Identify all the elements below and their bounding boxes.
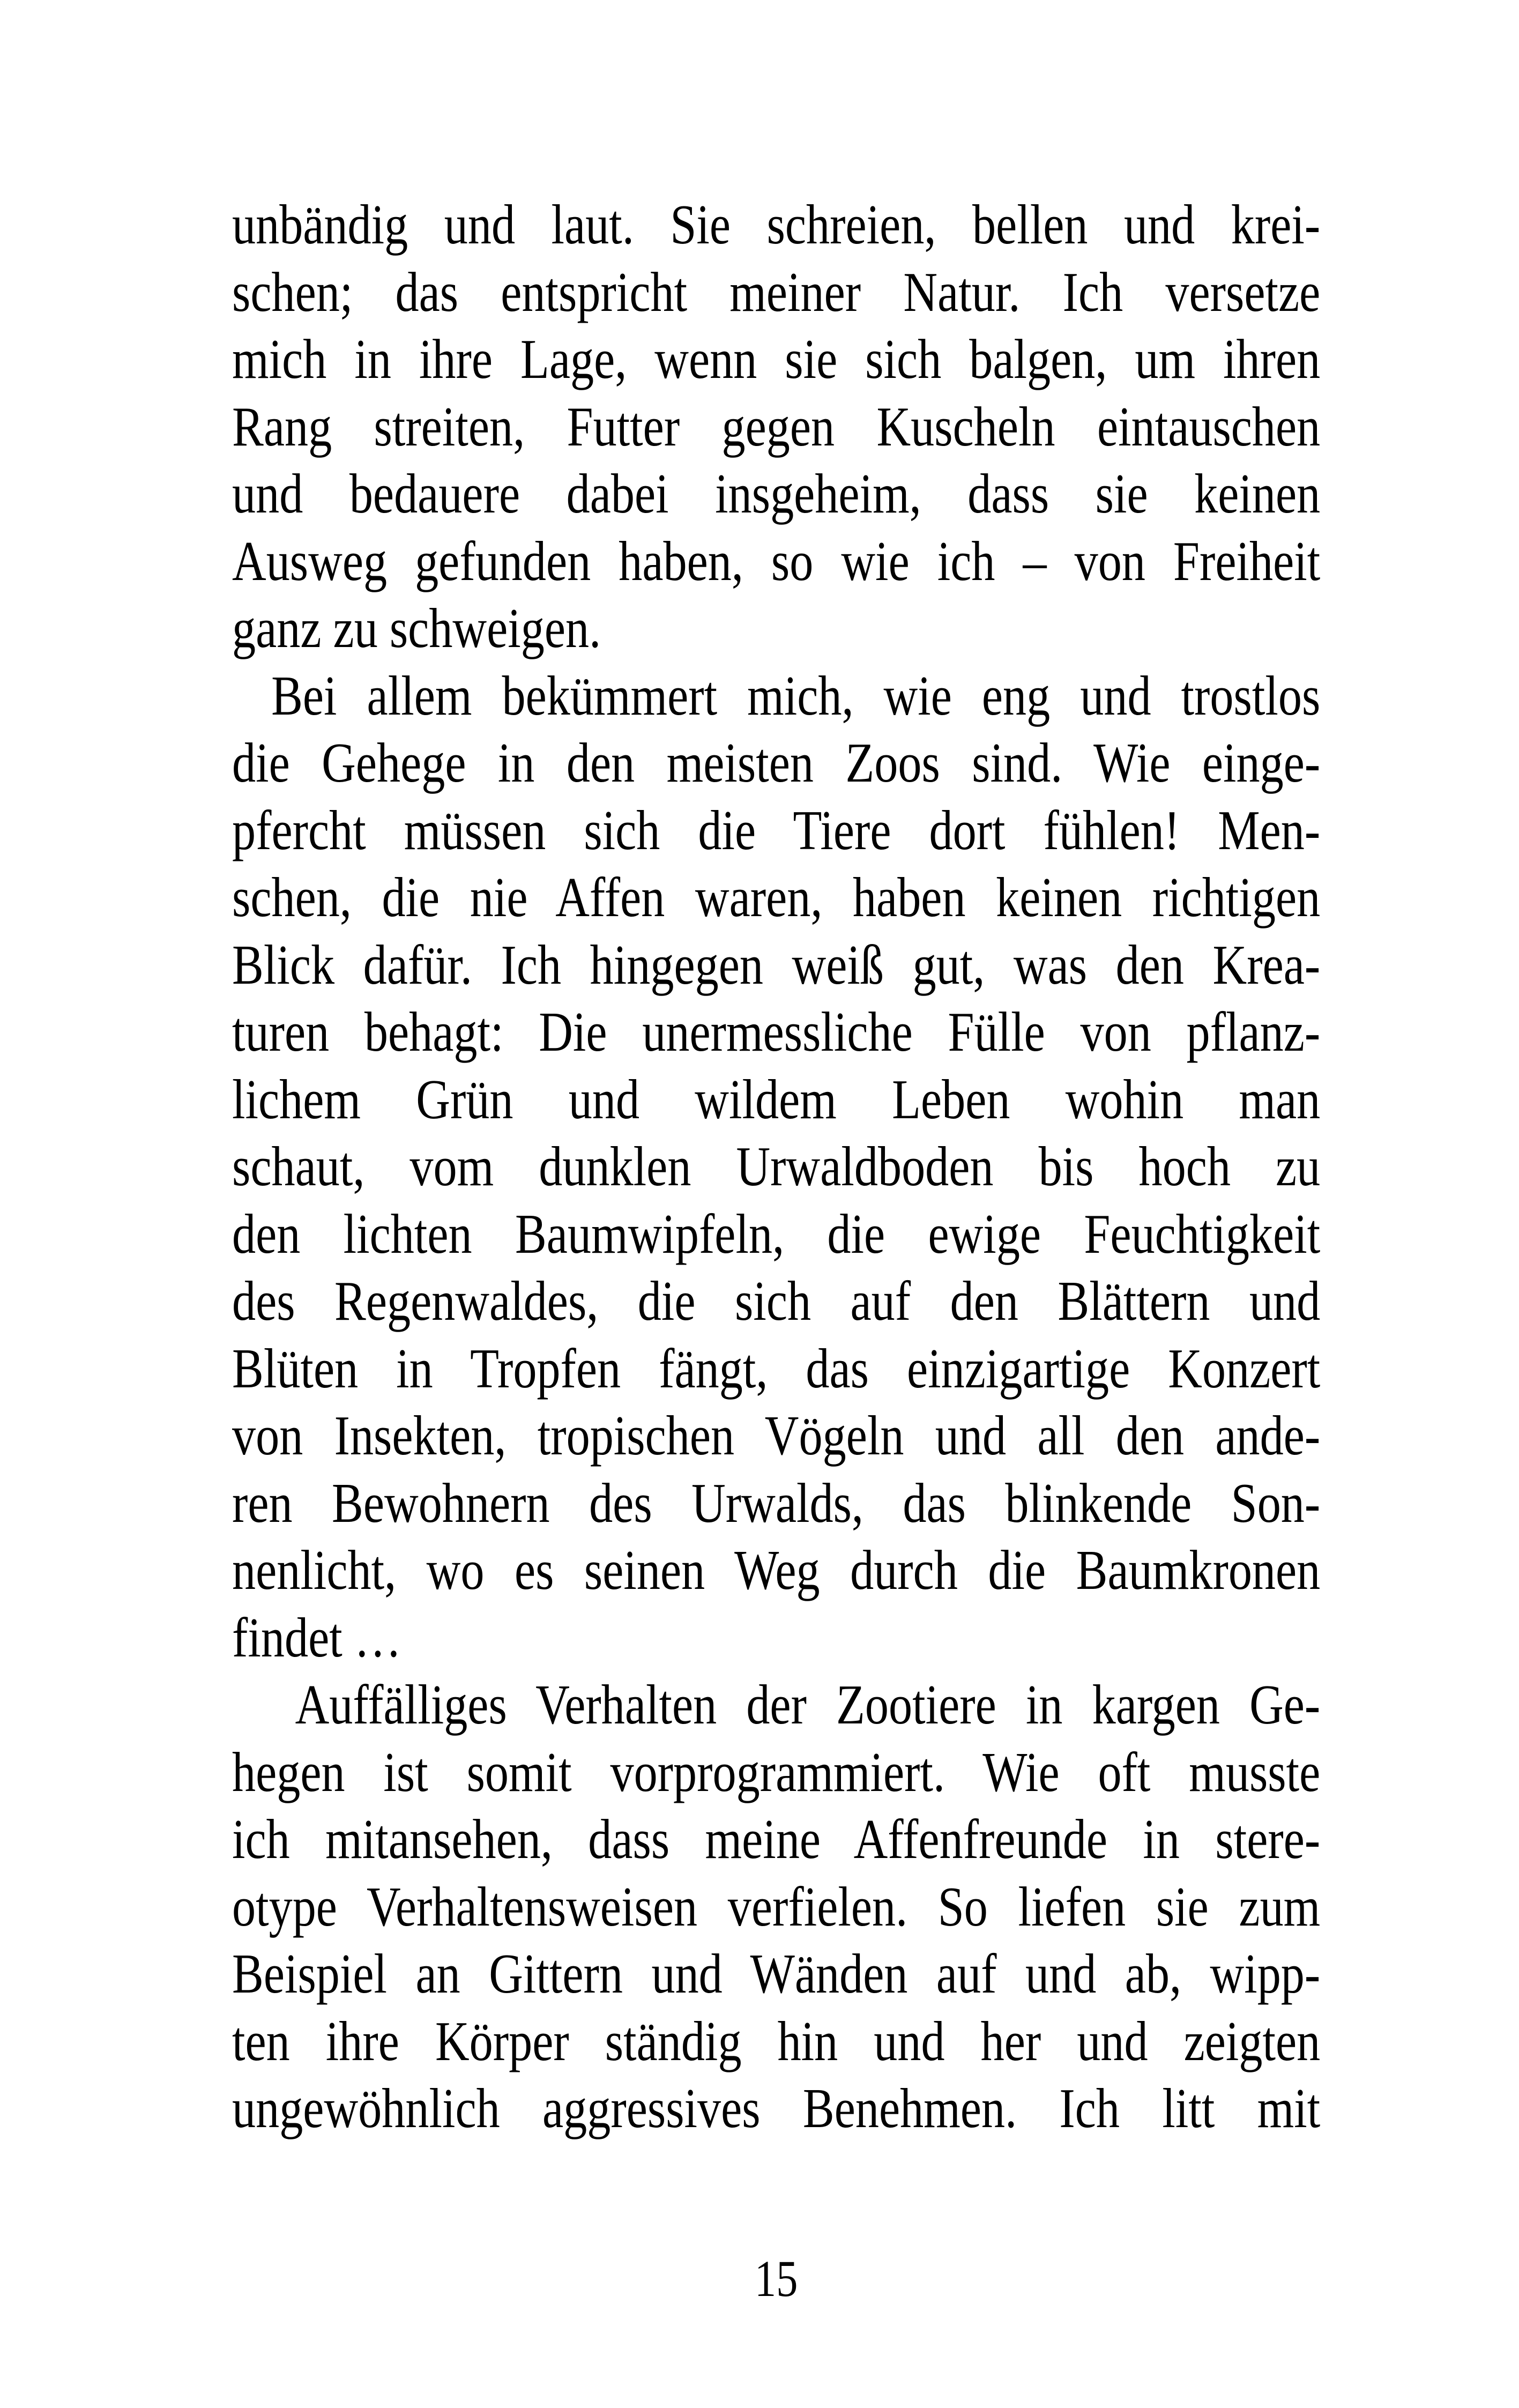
text-line: von Insekten, tropischen Vögeln und all den ande- xyxy=(232,1404,1321,1467)
text-line: ganz zu schweigen. xyxy=(232,597,601,659)
text-line: Bei allem bekümmert mich, wie eng und trostlos xyxy=(271,664,1321,727)
text-line: otype Verhaltensweisen verfielen. So liefen sie zum xyxy=(232,1875,1321,1938)
text-line: hegen ist somit vorprogrammiert. Wie oft musste xyxy=(232,1740,1321,1803)
text-line: ich mitansehen, dass meine Affenfreunde in stere- xyxy=(232,1808,1321,1870)
text-line: pfercht müssen sich die Tiere dort fühlen! Men- xyxy=(232,798,1321,861)
text-line: schen; das entspricht meiner Natur. Ich versetze xyxy=(232,260,1321,323)
text-line: schen, die nie Affen waren, haben keinen richtigen xyxy=(232,866,1321,928)
text-line: Rang streiten, Futter gegen Kuscheln eintauschen xyxy=(232,395,1321,458)
text-line: ungewöhnlich aggressives Benehmen. Ich litt mit xyxy=(232,2077,1321,2139)
text-line: die Gehege in den meisten Zoos sind. Wie einge- xyxy=(232,731,1321,794)
text-line: ten ihre Körper ständig hin und her und zeigten xyxy=(232,2009,1321,2072)
text-line: Blick dafür. Ich hingegen weiß gut, was den Krea- xyxy=(232,933,1321,996)
text-line: turen behagt: Die unermessliche Fülle von pflanz- xyxy=(232,1000,1321,1063)
text-line: Beispiel an Gittern und Wänden auf und ab, wipp- xyxy=(232,1942,1321,2005)
text-line: unbändig und laut. Sie schreien, bellen und krei- xyxy=(232,193,1321,256)
text-line: den lichten Baumwipfeln, die ewige Feuchtigkeit xyxy=(232,1202,1321,1265)
page-number: 15 xyxy=(754,2250,798,2307)
text-line: und bedauere dabei insgeheim, dass sie keinen xyxy=(232,462,1321,525)
text-line: schaut, vom dunklen Urwaldboden bis hoch zu xyxy=(232,1135,1321,1198)
text-line: Ausweg gefunden haben, so wie ich – von Freiheit xyxy=(232,529,1321,592)
text-line: ren Bewohnern des Urwalds, das blinkende Son- xyxy=(232,1471,1321,1534)
text-line: nenlicht, wo es seinen Weg durch die Baumkronen xyxy=(232,1539,1321,1601)
text-line: findet … xyxy=(232,1606,401,1669)
text-line: lichem Grün und wildem Leben wohin man xyxy=(232,1067,1321,1131)
text-line: Blüten in Tropfen fängt, das einzigartige Konzert xyxy=(232,1336,1321,1400)
text-line: Auffälliges Verhalten der Zootiere in kargen Ge- xyxy=(295,1673,1321,1736)
text-line: des Regenwaldes, die sich auf den Blättern und xyxy=(232,1269,1321,1332)
text-line: mich in ihre Lage, wenn sie sich balgen, um ihren xyxy=(232,328,1321,390)
page-text xyxy=(232,191,1320,2142)
